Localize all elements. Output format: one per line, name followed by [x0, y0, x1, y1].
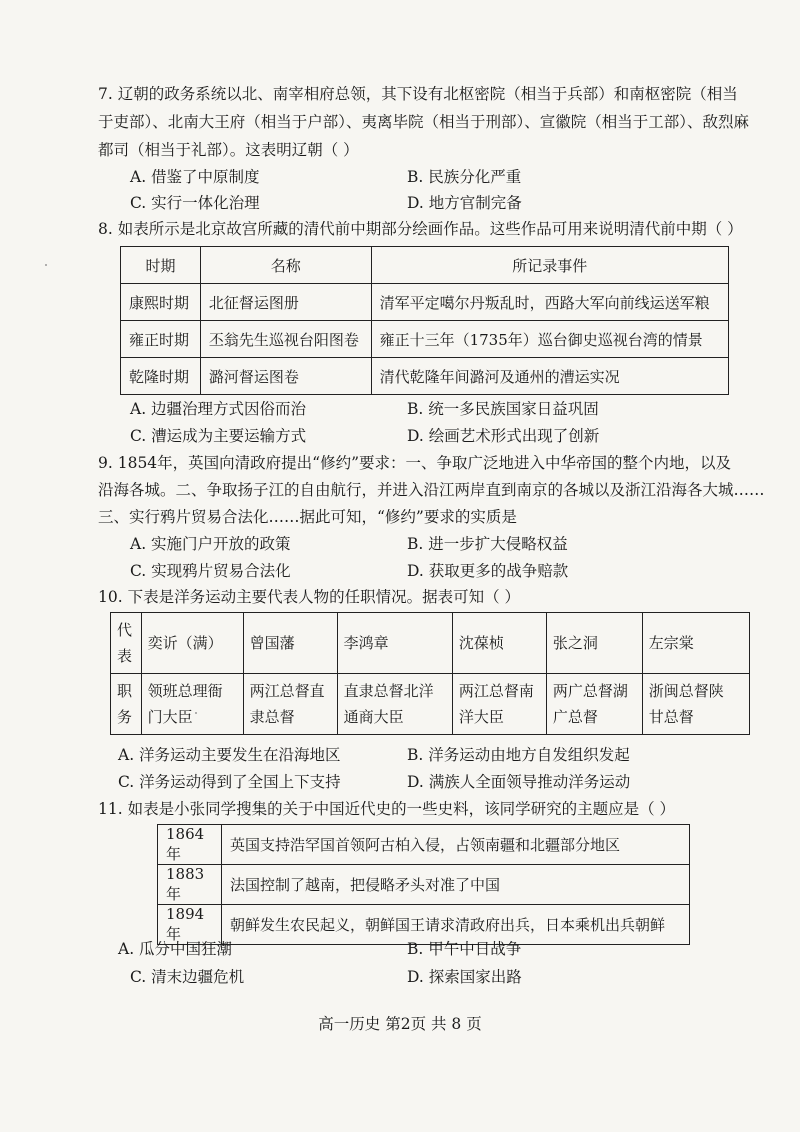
- q10-post-cell: 直隶总督北洋 通商大臣: [337, 674, 452, 735]
- q10-name-cell: 奕䜣（满）: [141, 613, 243, 674]
- q9-option-b[interactable]: B. 进一步扩大侵略权益: [407, 535, 568, 553]
- q10-table: [110, 612, 750, 735]
- scan-dust-mark: [195, 712, 197, 714]
- q11-option-b[interactable]: B. 甲午中日战争: [407, 940, 522, 958]
- q9-stem-line2: 沿海各城。二、争取扬子江的自由航行，并进入沿江两岸直到南京的各城以及浙江沿海各大城……: [98, 481, 765, 499]
- q8-cell-period: 乾隆时期: [121, 358, 201, 395]
- table-row: [111, 674, 750, 735]
- q8-cell-title: 北征督运图册: [200, 284, 371, 321]
- table-row: [158, 865, 690, 905]
- q8-stem: 8. 如表所示是北京故宫所藏的清代前中期部分绘画作品。这些作品可用来说明清代前中期（ ）: [98, 220, 743, 238]
- q8-cell-period: 康熙时期: [121, 284, 201, 321]
- q10-label-char: 职: [117, 682, 133, 700]
- table-row: [121, 358, 729, 395]
- q10-option-d[interactable]: D. 满族人全面领导推动洋务运动: [407, 773, 631, 791]
- page-footer: 高一历史 第2页 共 8 页: [318, 1015, 482, 1033]
- q10-name-cell: 张之洞: [546, 613, 642, 674]
- q9-option-c[interactable]: C. 实现鸦片贸易合法化: [130, 562, 291, 580]
- q11-option-d[interactable]: D. 探索国家出路: [407, 968, 522, 986]
- q10-option-b[interactable]: B. 洋务运动由地方自发组织发起: [407, 746, 630, 764]
- q10-row-label: [111, 674, 142, 735]
- q10-row-label: [111, 613, 142, 674]
- q9-stem-line3: 三、实行鸦片贸易合法化……据此可知，“修约”要求的实质是: [98, 508, 517, 526]
- q8-cell-period: 雍正时期: [121, 321, 201, 358]
- q8-header-period: 时期: [121, 247, 201, 284]
- q7-stem-line2: 于吏部）、北南大王府（相当于户部）、夷离毕院（相当于刑部）、宣徽院（相当于工部）、敌烈麻: [98, 113, 750, 131]
- q10-option-c[interactable]: C. 洋务运动得到了全国上下支持: [118, 773, 341, 791]
- q11-event-cell: 朝鲜发生农民起义，朝鲜国王请求清政府出兵，日本乘机出兵朝鲜: [221, 905, 689, 945]
- q10-name-cell: 左宗棠: [642, 613, 749, 674]
- q8-option-a[interactable]: A. 边疆治理方式因俗而治: [130, 400, 307, 418]
- q11-event-cell: 法国控制了越南，把侵略矛头对准了中国: [221, 865, 689, 905]
- q8-option-b[interactable]: B. 统一多民族国家日益巩固: [407, 400, 599, 418]
- q9-stem-line1: 9. 1854年，英国向清政府提出“修约”要求：一、争取广泛地进入中华帝国的整个内地，以及: [98, 454, 732, 472]
- q7-stem-line1: 7. 辽朝的政务系统以北、南宰相府总领，其下设有北枢密院（相当于兵部）和南枢密院（相当: [98, 85, 738, 103]
- q11-table: [157, 824, 690, 945]
- q9-option-a[interactable]: A. 实施门户开放的政策: [130, 535, 291, 553]
- q8-option-c[interactable]: C. 漕运成为主要运输方式: [130, 427, 307, 445]
- q8-header-title: 名称: [200, 247, 371, 284]
- table-row: [121, 284, 729, 321]
- q10-label-char: 表: [117, 647, 133, 665]
- q7-option-c[interactable]: C. 实行一体化治理: [130, 194, 260, 212]
- q8-table: [120, 246, 729, 395]
- q10-post-cell: 领班总理衙 门大臣: [141, 674, 243, 735]
- q10-label-char: 代: [117, 621, 133, 639]
- q8-cell-title: 丕翁先生巡视台阳图卷: [200, 321, 371, 358]
- q10-stem: 10. 下表是洋务运动主要代表人物的任职情况。据表可知（ ）: [98, 588, 521, 606]
- q10-name-cell: 曾国藩: [243, 613, 337, 674]
- q11-year-cell: 1883 年: [158, 865, 222, 905]
- q11-event-cell: 英国支持浩罕国首领阿古柏入侵，占领南疆和北疆部分地区: [221, 825, 689, 865]
- q8-cell-event: 清代乾隆年间潞河及通州的漕运实况: [371, 358, 728, 395]
- table-row: [111, 613, 750, 674]
- q8-cell-event: 清军平定噶尔丹叛乱时，西路大军向前线运送军粮: [371, 284, 728, 321]
- q7-option-d[interactable]: D. 地方官制完备: [407, 194, 522, 212]
- q11-stem: 11. 如表是小张同学搜集的关于中国近代史的一些史料，该同学研究的主题应是（ ）: [98, 800, 676, 818]
- q10-name-cell: 李鸿章: [337, 613, 452, 674]
- q11-option-c[interactable]: C. 清末边疆危机: [130, 968, 245, 986]
- q8-cell-title: 潞河督运图卷: [200, 358, 371, 395]
- q8-cell-event: 雍正十三年（1735年）巡台御史巡视台湾的情景: [371, 321, 728, 358]
- q8-table-header: [121, 247, 729, 284]
- q10-option-a[interactable]: A. 洋务运动主要发生在沿海地区: [118, 746, 341, 764]
- q11-year-cell: 1894 年: [158, 905, 222, 945]
- q10-post-cell: 两广总督湖 广总督: [546, 674, 642, 735]
- q11-year-cell: 1864 年: [158, 825, 222, 865]
- q10-label-char: 务: [117, 708, 133, 726]
- table-row: [158, 825, 690, 865]
- table-row: [121, 321, 729, 358]
- q10-post-cell: 浙闽总督陕 甘总督: [642, 674, 749, 735]
- scan-dust-mark: [45, 264, 47, 266]
- q9-option-d[interactable]: D. 获取更多的战争赔款: [407, 562, 569, 580]
- q7-option-a[interactable]: A. 借鉴了中原制度: [130, 168, 260, 186]
- q10-post-cell: 两江总督南 洋大臣: [452, 674, 546, 735]
- q11-option-a[interactable]: A. 瓜分中国狂潮: [118, 940, 233, 958]
- q8-header-event: 所记录事件: [371, 247, 728, 284]
- q10-name-cell: 沈葆桢: [452, 613, 546, 674]
- q10-post-cell: 两江总督直 隶总督: [243, 674, 337, 735]
- q7-stem-line3: 都司（相当于礼部）。这表明辽朝（ ）: [98, 141, 359, 159]
- q7-option-b[interactable]: B. 民族分化严重: [407, 168, 522, 186]
- q8-option-d[interactable]: D. 绘画艺术形式出现了创新: [407, 427, 600, 445]
